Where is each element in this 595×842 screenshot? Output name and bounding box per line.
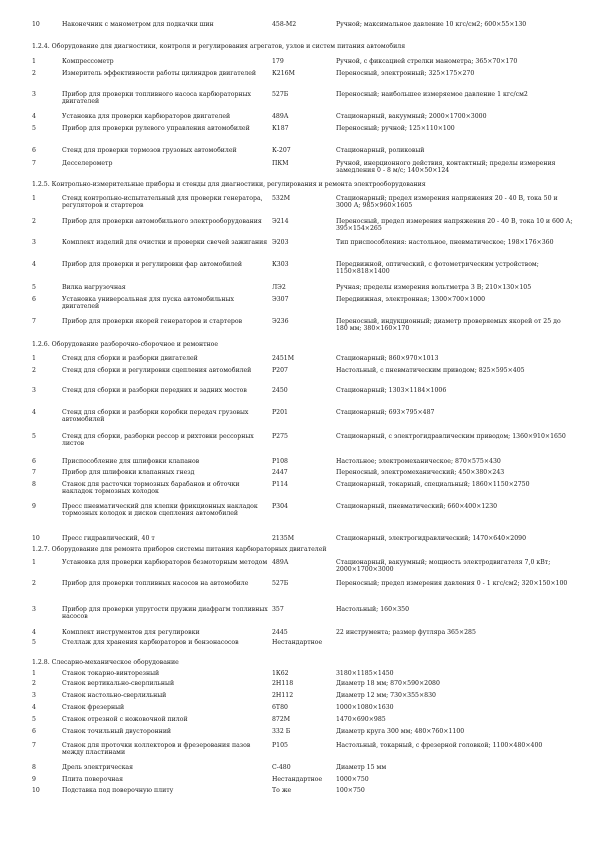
specification: Стационарный, вакуумный; мощность электродвигателя 7,0 кВт; 2000×1700×3000	[336, 559, 551, 574]
specification: 1470×690×985	[336, 716, 386, 723]
specification: Переносный, электромеханический; 450×380×243	[336, 469, 505, 476]
equipment-name: Прибор для проверки и регулировки фар автомобилей	[62, 261, 243, 268]
specification: Стационарный; 1303×1184×1006	[336, 387, 447, 394]
equipment-name: Комплект инструментов для регулировки	[62, 629, 200, 636]
model-code: Р304	[272, 503, 288, 510]
equipment-name: Станок отрезной с ножовочной пилой	[62, 716, 188, 723]
row-number: 10	[32, 21, 40, 28]
equipment-name: Дрель электрическая	[62, 764, 134, 771]
equipment-name: Станок фрезерный	[62, 704, 125, 711]
specification: Стационарный, электрогидравлический; 1470×640×2090	[336, 535, 527, 542]
row-number: 2	[32, 680, 36, 687]
equipment-name: Стенд для сборки и регулировки сцепления автомобилей	[62, 367, 252, 374]
row-number: 1	[32, 355, 36, 362]
row-number: 6	[32, 458, 36, 465]
row-number: 1	[32, 195, 36, 202]
specification: Диаметр круга 300 мм; 480×760×1100	[336, 728, 465, 735]
row-number: 2	[32, 218, 36, 225]
specification: Стационарный, роликовый	[336, 147, 425, 154]
equipment-name: Стенд для проверки тормозов грузовых автомобилей	[62, 147, 237, 154]
specification: Стационарный, с электрогидравлическим приводом; 1360×910×1650	[336, 433, 566, 440]
model-code: 527Б	[272, 580, 289, 587]
model-code: К-207	[272, 147, 291, 154]
model-code: Нестандартное	[272, 776, 323, 783]
specification: Стационарный; 693×795×487	[336, 409, 435, 416]
specification: Стационарный; 860×970×1013	[336, 355, 439, 362]
specification: Переносный; наибольшее измеряемое давление 1 кгс/см2	[336, 91, 528, 98]
specification: 1000×750	[336, 776, 369, 783]
specification: Настольный, с пневматическим приводом; 825×595×405	[336, 367, 525, 374]
model-code: 6Т80	[272, 704, 288, 711]
specification: 22 инструмента; размер футляра 365×285	[336, 629, 476, 636]
model-code: То же	[272, 787, 292, 794]
equipment-name: Стенд для сборки и разборки передних и задних мостов	[62, 387, 247, 394]
model-code: К216М	[272, 70, 295, 77]
section-heading: 1.2.6. Оборудование разборочно-сборочное и ремонтное	[32, 341, 219, 348]
model-code: ЛЭ2	[272, 284, 286, 291]
specification: Стационарный, пневматический; 660×400×1230	[336, 503, 498, 510]
row-number: 6	[32, 728, 36, 735]
model-code: 2Н112	[272, 692, 294, 699]
equipment-name: Измеритель эффективности работы цилиндров двигателей	[62, 70, 257, 77]
model-code: 527Б	[272, 91, 289, 98]
row-number: 4	[32, 409, 36, 416]
specification: Настольный; 160×350	[336, 606, 410, 613]
section-heading: 1.2.7. Оборудование для ремонта приборов системы питания карбюраторных двигателей	[32, 546, 327, 553]
model-code: Э236	[272, 318, 289, 325]
model-code: С-480	[272, 764, 291, 771]
equipment-name: Пресс пневматический для клепки фрикционных накладок тормозных колодок и дисков сцепления автомобилей	[62, 503, 258, 518]
row-number: 1	[32, 559, 36, 566]
row-number: 5	[32, 639, 36, 646]
equipment-name: Приспособление для шлифовки клапанов	[62, 458, 200, 465]
model-code: 2451М	[272, 355, 295, 362]
row-number: 4	[32, 113, 36, 120]
specification: Стационарный, вакуумный; 2000×1700×3000	[336, 113, 487, 120]
equipment-name: Станок токарно-винторезный	[62, 670, 160, 677]
specification: Стационарный, токарный, специальный; 1860×1150×2750	[336, 481, 530, 488]
row-number: 7	[32, 469, 36, 476]
equipment-name: Станок для проточки коллекторов и фрезерования пазов между пластинами	[62, 742, 251, 757]
equipment-name: Стеллаж для хранения карбюраторов и бензонасосов	[62, 639, 239, 646]
row-number: 9	[32, 776, 36, 783]
specification: Стационарный; предел измерения напряжения 20 - 40 В, тока 50 и 3000 А; 985×960×1605	[336, 195, 558, 210]
specification: Переносный, индукционный; диаметр проверяемых якорей от 25 до 180 мм; 380×160×170	[336, 318, 561, 333]
row-number: 10	[32, 535, 40, 542]
specification: 3180×1185×1450	[336, 670, 394, 677]
equipment-name: Десселерометр	[62, 160, 113, 167]
row-number: 9	[32, 503, 36, 510]
model-code: 179	[272, 58, 284, 65]
model-code: 489А	[272, 559, 289, 566]
row-number: 7	[32, 160, 36, 167]
row-number: 5	[32, 433, 36, 440]
model-code: Р114	[272, 481, 288, 488]
row-number: 5	[32, 125, 36, 132]
specification: Тип приспособления: настольное, пневматическое; 198×176×360	[336, 239, 554, 246]
specification: Настольное; электромеханическое; 870×575×430	[336, 458, 501, 465]
equipment-name: Прибор для проверки упругости пружин диафрагм топливных насосов	[62, 606, 268, 621]
model-code: 1К62	[272, 670, 289, 677]
specification: Передвижная, электронная; 1300×700×1000	[336, 296, 486, 303]
equipment-name: Прибор для шлифовки клапанных гнезд	[62, 469, 195, 476]
equipment-name: Прибор для проверки рулевого управления автомобилей	[62, 125, 250, 132]
model-code: К303	[272, 261, 289, 268]
model-code: Р201	[272, 409, 288, 416]
equipment-name: Прибор для проверки топливных насосов на автомобиле	[62, 580, 249, 587]
model-code: Р275	[272, 433, 288, 440]
row-number: 6	[32, 296, 36, 303]
row-number: 2	[32, 70, 36, 77]
model-code: 332 Б	[272, 728, 291, 735]
specification: Переносный; ручной; 125×110×100	[336, 125, 455, 132]
equipment-name: Станок точильный двусторонний	[62, 728, 172, 735]
specification: Диаметр 18 мм; 870×590×2080	[336, 680, 440, 687]
row-number: 1	[32, 670, 36, 677]
specification: Диаметр 15 мм	[336, 764, 387, 771]
specification: Ручной, инерционного действия, контактный; пределы измерения замедления 0 - 8 м/с; 140×50×124	[336, 160, 556, 175]
model-code: 2Н118	[272, 680, 294, 687]
equipment-name: Компрессометр	[62, 58, 114, 65]
equipment-name: Комплект изделий для очистки и проверки свечей зажигания	[62, 239, 268, 246]
equipment-name: Наконечник с манометром для подкачки шин	[62, 21, 214, 28]
model-code: Э214	[272, 218, 289, 225]
equipment-name: Установка универсальная для пуска автомобильных двигателей	[62, 296, 234, 311]
equipment-name: Станок вертикально-сверлильный	[62, 680, 175, 687]
specification: 1000×1080×1630	[336, 704, 394, 711]
model-code: 532М	[272, 195, 291, 202]
model-code: Р207	[272, 367, 288, 374]
row-number: 2	[32, 367, 36, 374]
model-code: 2450	[272, 387, 288, 394]
row-number: 3	[32, 239, 36, 246]
equipment-name: Стенд контрольно-испытательный для проверки генератора, регуляторов и стартеров	[62, 195, 263, 210]
equipment-name: Стенд для сборки и разборки коробки передач грузовых автомобилей	[62, 409, 249, 424]
model-code: 357	[272, 606, 284, 613]
row-number: 4	[32, 704, 36, 711]
row-number: 3	[32, 91, 36, 98]
row-number: 6	[32, 147, 36, 154]
equipment-name: Прибор для проверки автомобильного электрооборудования	[62, 218, 262, 225]
row-number: 3	[32, 606, 36, 613]
model-code: ПКМ	[272, 160, 289, 167]
equipment-name: Стенд для сборки и разборки двигателей	[62, 355, 198, 362]
equipment-name: Прибор для проверки топливного насоса карбюраторных двигателей	[62, 91, 251, 106]
row-number: 3	[32, 692, 36, 699]
section-heading: 1.2.8. Слесарно-механическое оборудование	[32, 659, 179, 666]
model-code: Нестандартное	[272, 639, 323, 646]
equipment-name: Станок настольно-сверлильный	[62, 692, 167, 699]
model-code: 2135М	[272, 535, 295, 542]
row-number: 10	[32, 787, 40, 794]
specification: Переносный; предел измерения давления 0 - 1 кгс/см2; 320×150×100	[336, 580, 568, 587]
row-number: 1	[32, 58, 36, 65]
model-code: 2445	[272, 629, 288, 636]
equipment-name: Пресс гидравлический, 40 т	[62, 535, 155, 542]
specification: Передвижной, оптический, с фотометрическим устройством; 1150×818×1400	[336, 261, 539, 276]
model-code: Р105	[272, 742, 288, 749]
model-code: Р108	[272, 458, 288, 465]
specification: Настольный, токарный, с фрезерной головкой; 1100×480×400	[336, 742, 543, 749]
row-number: 5	[32, 284, 36, 291]
equipment-name: Плита поверочная	[62, 776, 124, 783]
row-number: 7	[32, 318, 36, 325]
equipment-name: Вилка нагрузочная	[62, 284, 126, 291]
row-number: 7	[32, 742, 36, 749]
model-code: 458-М2	[272, 21, 297, 28]
section-heading: 1.2.5. Контрольно-измерительные приборы и стенды для диагностики, регулирования и ремонта электрооборудования	[32, 181, 426, 188]
row-number: 4	[32, 629, 36, 636]
row-number: 3	[32, 387, 36, 394]
specification: Ручной; максимальное давление 10 кгс/см2; 600×55×130	[336, 21, 527, 28]
specification: Переносный, предел измерения напряжения 20 - 40 В, тока 10 и 600 А; 395×154×265	[336, 218, 573, 233]
specification: Переносный, электронный; 325×175×270	[336, 70, 475, 77]
row-number: 4	[32, 261, 36, 268]
model-code: 872М	[272, 716, 291, 723]
specification: Ручной, с фиксацией стрелки манометра; 365×70×170	[336, 58, 518, 65]
row-number: 2	[32, 580, 36, 587]
equipment-name: Установка для проверки карбюраторов двигателей	[62, 113, 231, 120]
equipment-name: Станок для расточки тормозных барабанов и обточки накладок тормозных колодок	[62, 481, 240, 496]
equipment-name: Подставка под поверочную плиту	[62, 787, 174, 794]
row-number: 8	[32, 764, 36, 771]
specification: Диаметр 12 мм; 730×355×830	[336, 692, 436, 699]
model-code: 2447	[272, 469, 288, 476]
model-code: Э307	[272, 296, 289, 303]
model-code: Э203	[272, 239, 289, 246]
model-code: К187	[272, 125, 289, 132]
equipment-name: Прибор для проверки якорей генераторов и стартеров	[62, 318, 243, 325]
row-number: 5	[32, 716, 36, 723]
section-heading: 1.2.4. Оборудование для диагностики, контроля и регулирования агрегатов, узлов и систем питания автомобиля	[32, 43, 406, 50]
equipment-name: Стенд для сборки, разборки рессор и рихтовки рессорных листов	[62, 433, 254, 448]
equipment-name: Установка для проверки карбюраторов безмоторным методом	[62, 559, 268, 566]
row-number: 8	[32, 481, 36, 488]
specification: Ручная; пределы измерения вольтметра 3 В; 210×130×105	[336, 284, 532, 291]
model-code: 489А	[272, 113, 289, 120]
specification: 100×750	[336, 787, 365, 794]
